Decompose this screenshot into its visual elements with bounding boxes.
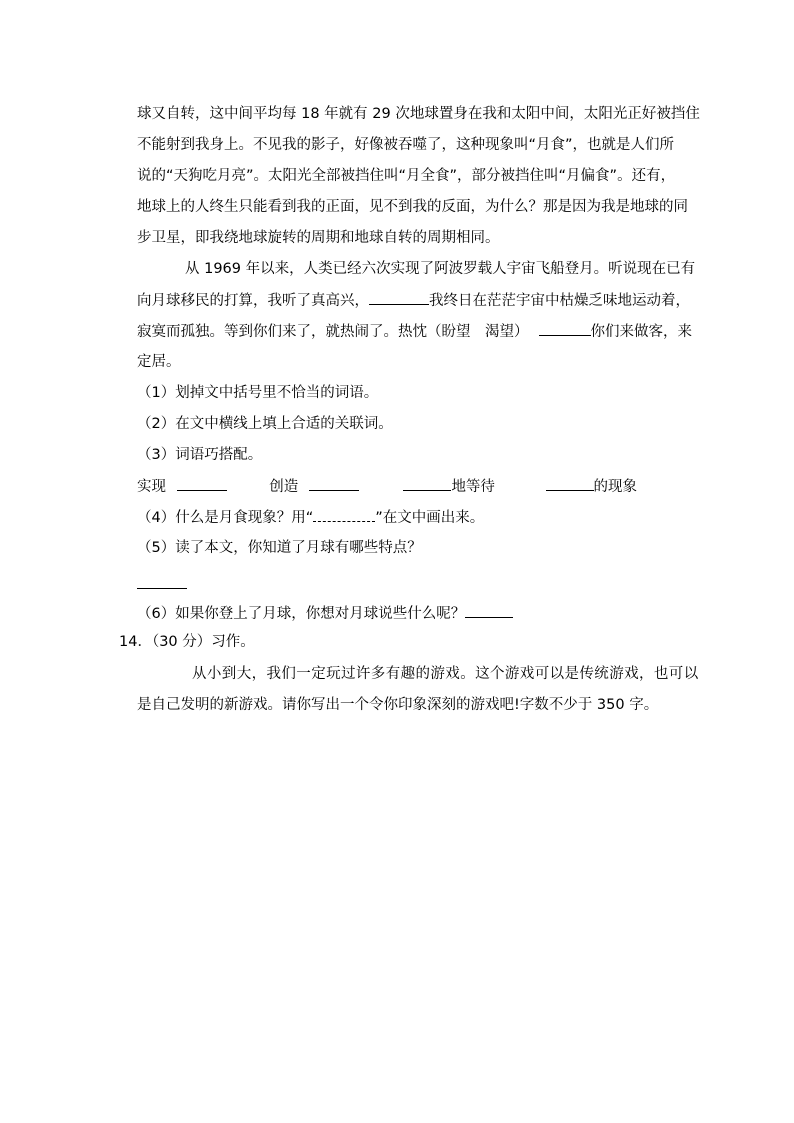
passage-p2-line-4: 定居。: [137, 354, 181, 370]
passage-text: 我终日在茫茫宇宙中枯燥乏味地运动着，: [429, 293, 690, 309]
answer-blank[interactable]: [177, 476, 227, 491]
q14-line-2: 是自己发明的新游戏。请你写出一个令你印象深刻的游戏吧!字数不少于 350 字。: [137, 697, 659, 713]
answer-blank[interactable]: [539, 321, 591, 336]
q4-text-b: ”在文中画出来。: [375, 510, 485, 526]
q3-item-a-label: 实现: [137, 479, 166, 495]
q4-text-a: （4）什么是月食现象？用“: [137, 510, 314, 526]
question-2: （2）在文中横线上填上合适的关联词。: [137, 416, 393, 432]
answer-blank[interactable]: [369, 290, 429, 305]
passage-line-4: 地球上的人终生只能看到我的正面，见不到我的反面，为什么？那是因为我是地球的同: [137, 199, 688, 215]
answer-blank[interactable]: [546, 476, 594, 491]
answer-blank[interactable]: [465, 603, 513, 618]
passage-line-1: 球又自转，这中间平均每 18 年就有 29 次地球置身在我和太阳中间，太阳光正好被挡住: [137, 106, 700, 122]
answer-blank[interactable]: [403, 476, 451, 491]
passage-line-2: 不能射到我身上。不见我的影子，好像被吞噬了，这种现象叫“月食”，也就是人们所: [137, 137, 675, 153]
passage-p2-line-1: 从 1969 年以来，人类已经六次实现了阿波罗载人宇宙飞船登月。听说现在已有: [185, 261, 696, 277]
q14-title: 14．（30 分）习作。: [119, 634, 255, 650]
passage-line-5: 步卫星，即我绕地球旋转的周期和地球自转的周期相同。: [137, 230, 500, 246]
passage-p2-line-3: [137, 321, 692, 342]
passage-text: 你们来做客，来: [590, 324, 692, 340]
q3-item-c-label: 地等待: [451, 479, 495, 495]
q5-answer-blank[interactable]: [137, 574, 187, 589]
question-5: （5）读了本文，你知道了月球有哪些特点？: [137, 540, 422, 556]
question-3: （3）词语巧搭配。: [137, 447, 263, 463]
dotted-underline-sample: [313, 507, 375, 522]
answer-blank[interactable]: [309, 476, 359, 491]
question-6: [137, 603, 513, 624]
question-3-items: [137, 476, 637, 497]
question-1: （1）划掉文中括号里不恰当的词语。: [137, 385, 379, 401]
passage-text: 向月球移民的打算，我听了真高兴，: [137, 293, 369, 309]
q3-item-d-label: 的现象: [593, 479, 638, 495]
passage-line-3: 说的“天狗吃月亮”。太阳光全部被挡住叫“月全食”，部分被挡住叫“月偏食”。还有，: [137, 168, 676, 184]
q6-text: （6）如果你登上了月球，你想对月球说些什么呢？: [137, 606, 466, 622]
passage-text: 寂寞而孤独。等到你们来了，就热闹了。热忱（盼望 渴望）: [137, 324, 529, 340]
q14-line-1: 从小到大，我们一定玩过许多有趣的游戏。这个游戏可以是传统游戏，也可以: [192, 666, 699, 682]
passage-p2-line-2: [137, 290, 690, 311]
q3-item-b-label: 创造: [269, 479, 299, 495]
question-4: [137, 507, 484, 528]
